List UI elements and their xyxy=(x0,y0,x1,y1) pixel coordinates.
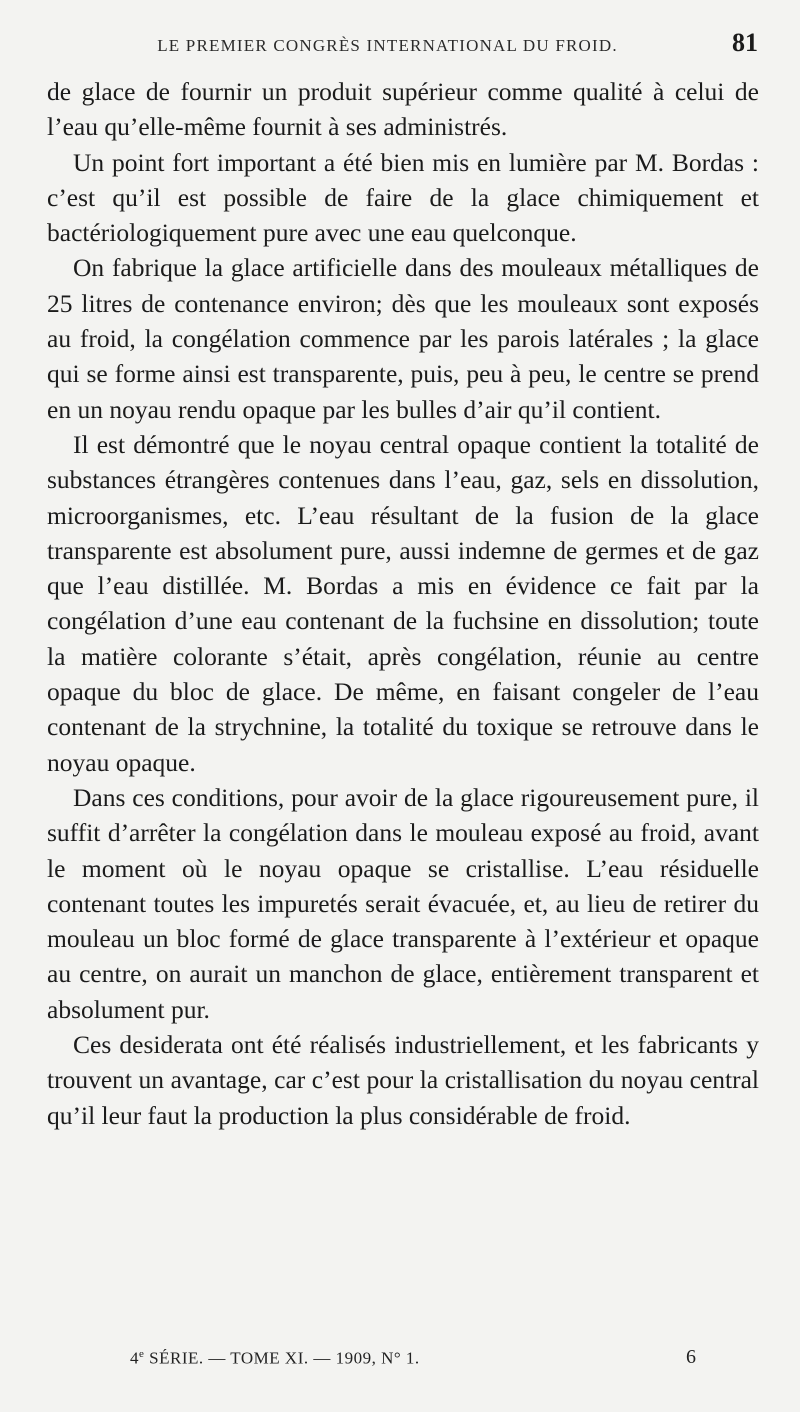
series-volume-info: SÉRIE. — TOME XI. — 1909, N° 1. xyxy=(144,1348,420,1368)
paragraph-continuation: de glace de fournir un produit supérieur comme qualité à celui de l’eau qu’elle-même fournit à ses administrés. xyxy=(47,77,759,142)
body-text xyxy=(47,74,759,1133)
running-head: LE PREMIER CONGRÈS INTERNATIONAL DU FROID. xyxy=(157,36,618,55)
paragraph: Il est démontré que le noyau central opaque contient la totalité de substances étrangères contenues dans l’eau, gaz, sels en dissolution, microorganismes, etc. L’eau résultant de la fusion de la glace transparente est absolument pure, aussi indemne de germes et de gaz que l’eau distillée. M. Bordas a mis en évidence ce fait par la congélation d’une eau contenant de la fuchsine en dissolution; toute la matière colorante s’était, après congélation, réunie au centre opaque du bloc de glace. De même, en faisant congeler de l’eau contenant de la strychnine, la totalité du toxique se retrouve dans le noyau opaque. xyxy=(47,429,759,777)
series-number: 4 xyxy=(130,1348,139,1368)
page-number: 81 xyxy=(732,28,758,57)
series-superscript: e xyxy=(139,1348,145,1360)
paragraph: Un point fort important a été bien mis en lumière par M. Bordas : c’est qu’il est possible de faire de la glace chimiquement et bactériologiquement pure avec une eau quelconque. xyxy=(47,147,759,248)
sheet-number: 6 xyxy=(686,1346,696,1368)
paragraph: Ces desiderata ont été réalisés industriellement, et les fabricants y trouvent un avantage, car c’est pour la cristallisation du noyau central qu’il leur faut la production la plus considérable de froid. xyxy=(47,1030,759,1130)
paragraph: On fabrique la glace artificielle dans des mouleaux métalliques de 25 litres de contenance environ; dès que les mouleaux sont exposés au froid, la congélation commence par les parois latérales ; la glace qui se forme ainsi est transparente, puis, peu à peu, le centre se prend en un noyau rendu opaque par les bulles d’air qu’il contient. xyxy=(47,253,759,424)
signature-line xyxy=(130,1348,570,1369)
paragraph: Dans ces conditions, pour avoir de la glace rigoureusement pure, il suffit d’arrêter la congélation dans le mouleau exposé au froid, avant le moment où le noyau opaque se cristallise. L’eau résiduelle contenant toutes les impuretés serait évacuée, et, au lieu de retirer du mouleau un bloc formé de glace transparente à l’extérieur et opaque au centre, on aurait un manchon de glace, entièrement transparent et absolument pur. xyxy=(47,782,759,1024)
